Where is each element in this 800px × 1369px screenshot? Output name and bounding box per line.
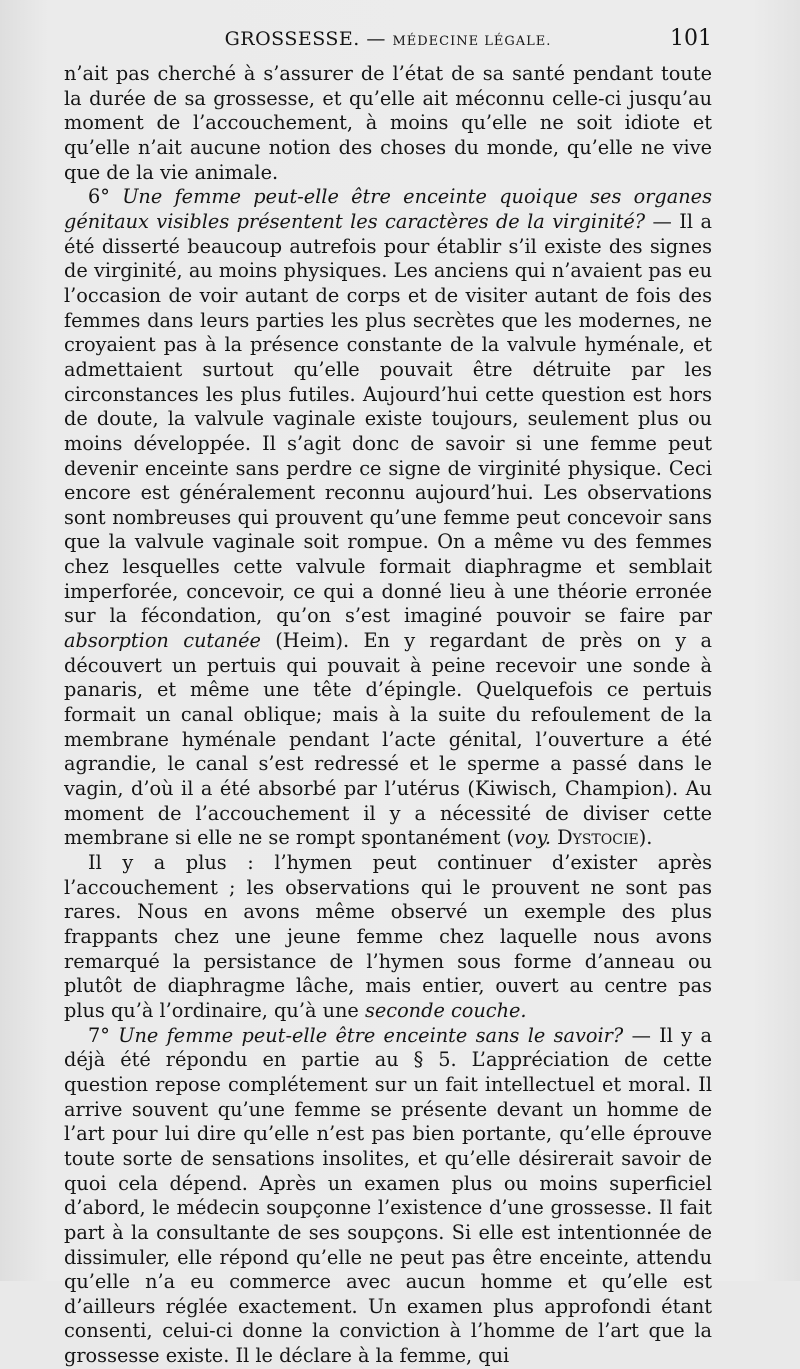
paragraph-3 <box>64 851 712 1024</box>
paragraph-2-end: ). <box>638 826 653 850</box>
paragraph-2-text-c: (Heim). En y regardant de près on y a découvert un pertuis qui pouvait à peine recevoir une sonde à panaris, et même une tête d’épingle. Quelquefois ce pertuis formait un canal oblique; mais à la suite du refoulement de la membrane hyménale pendant l’acte génital, l’ouverture a été agrandie, le canal s’est redressé et le sperme a passé dans le vagin, d’où il a été absorbé par l’utérus (Kiwisch, Champion). Au moment de l’accouchement il y a nécessité de diviser cette membrane si elle ne se rompt spontanément ( <box>64 629 712 850</box>
body-text <box>64 62 712 1369</box>
question-6: Une femme peut-elle être enceinte quoique ses organes génitaux visibles présentent les caractères de la virginité? <box>64 185 712 233</box>
running-title <box>64 28 712 50</box>
paragraph-2 <box>64 185 712 851</box>
section-number-6: 6° <box>88 185 110 209</box>
paragraph-3-italic: seconde couche. <box>364 998 527 1022</box>
paragraph-4 <box>64 1024 712 1369</box>
section-number-7: 7° <box>88 1023 110 1047</box>
paragraph-1: n’ait pas cherché à s’assurer de l’état de sa santé pendant toute la durée de sa grossesse, et qu’elle ait méconnu celle-ci jusqu’au moment de l’accouchement, à moins qu’elle ne soit idiote et qu’elle n’ait aucune notion des choses du monde, qu’elle ne vive que de la vie animale. <box>64 62 712 184</box>
paragraph-2-text-a: — Il a été disserté beaucoup autrefois pour établir s’il existe des signes de virginité, au moins physiques. Les anciens qui n’avaient pas eu l’occasion de voir autant de corps et de visiter autant de fois des femmes dans leurs parties les plus secrètes que les modernes, ne croyaient pas à la présence constante de la valvule hyménale, et admettaient surtout qu’elle pouvait être détruite par les circonstances les plus futiles. Aujourd’hui cette question est hors de doute, la valvule vaginale existe toujours, seulement plus ou moins développée. Il s’agit donc de savoir si une femme peut devenir enceinte sans perdre ce signe de virginité physique. Ceci encore est généralement reconnu aujourd’hui. Les observations sont nombreuses qui prouvent qu’une femme peut concevoir sans que la valvule vaginale soit rompue. On a même vu des femmes chez lesquelles cette valvule formait diaphragme et semblait imperforée, concevoir, ce qui a donné lieu à une théorie erronée sur la fécondation, qu’on s’est imaginé pouvoir se faire par <box>64 209 712 628</box>
running-header <box>64 22 712 54</box>
paragraph-4-text: — Il y a déjà été répondu en partie au § 5. L’appréciation de cette question repose complétement sur un fait intellectuel et moral. Il arrive souvent qu’une femme se présente devant un homme de l’art pour lui dire qu’elle n’est pas bien portante, qu’elle éprouve toute sorte de sensations insolites, et qu’elle désirerait savoir de quoi cela dépend. Après un examen plus ou moins superficiel d’abord, le médecin soupçonne l’existence d’une grossesse. Il fait part à la consultante de ses soupçons. Si elle est intentionnée de dissimuler, elle répond qu’elle ne peut pas être enceinte, attendu qu’elle n’a eu commerce avec aucun homme et qu’elle est d’ailleurs réglée exactement. Un examen plus approfondi étant consenti, celui-ci donne la conviction à l’homme de l’art que la grossesse existe. Il le déclare à la femme, qui <box>64 1023 712 1368</box>
header-subtitle: MÉDECINE LÉGALE. <box>392 34 552 49</box>
header-dash: — <box>366 28 386 50</box>
voy-reference: voy. <box>514 826 551 850</box>
question-7: Une femme peut-elle être enceinte sans le savoir? <box>118 1023 624 1047</box>
paragraph-2-italic: absorption cutanée <box>64 629 261 653</box>
paragraph-3-text: Il y a plus : l’hymen peut continuer d’exister après l’accouchement ; les observations qui le prouvent ne sont pas rares. Nous en avons même observé un exemple des plus frappants chez une jeune femme chez laquelle nous avons remarqué la persistance de l’hymen sous forme d’anneau ou plutôt de diaphragme lâche, mais entier, ouvert au centre pas plus qu’à l’ordinaire, qu’à une <box>64 851 712 1022</box>
page-number: 101 <box>670 26 712 51</box>
header-title: GROSSESSE. <box>224 28 360 50</box>
dystocie-reference: Dystocie <box>557 826 639 850</box>
